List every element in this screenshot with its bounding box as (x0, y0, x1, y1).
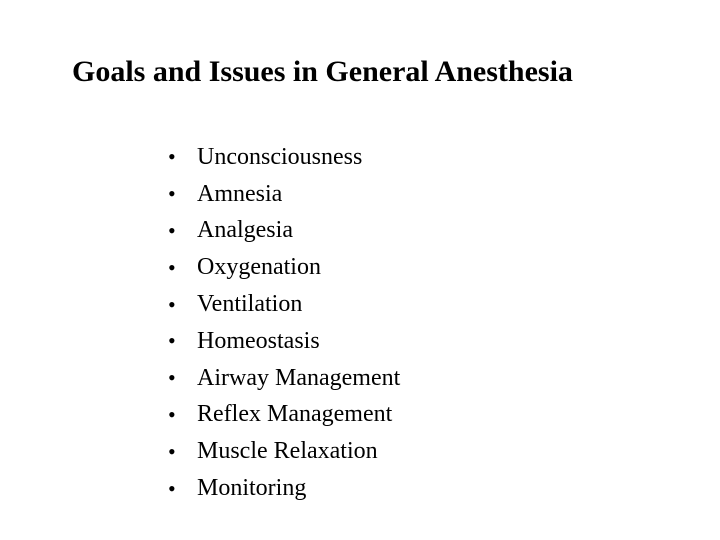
bullet-label: Amnesia (197, 180, 283, 207)
bullet-icon: • (168, 181, 176, 207)
bullet-item-unconsciousness (168, 139, 400, 176)
bullet-item-reflex-management (168, 397, 400, 434)
bullet-icon: • (168, 144, 176, 170)
bullet-label: Reflex Management (197, 401, 393, 428)
bullet-icon: • (168, 328, 176, 354)
bullet-item-amnesia (168, 176, 400, 213)
bullet-label: Analgesia (197, 217, 293, 244)
bullet-item-ventilation (168, 286, 400, 323)
bullet-item-oxygenation (168, 249, 400, 286)
bullet-list (168, 139, 400, 507)
bullet-item-airway-management (168, 360, 400, 397)
bullet-icon: • (168, 365, 176, 391)
bullet-label: Muscle Relaxation (197, 438, 378, 465)
bullet-label: Unconsciousness (197, 143, 363, 170)
bullet-icon: • (168, 438, 176, 464)
bullet-item-homeostasis (168, 323, 400, 360)
bullet-label: Monitoring (197, 475, 307, 502)
slide-title: Goals and Issues in General Anesthesia (72, 55, 573, 88)
bullet-item-analgesia (168, 213, 400, 250)
bullet-item-monitoring (168, 470, 400, 507)
bullet-label: Airway Management (197, 364, 401, 391)
bullet-label: Homeostasis (197, 327, 320, 354)
bullet-icon: • (168, 291, 176, 317)
bullet-label: Ventilation (197, 291, 303, 318)
bullet-label: Oxygenation (197, 254, 321, 281)
bullet-icon: • (168, 401, 176, 427)
bullet-icon: • (168, 475, 176, 501)
bullet-item-muscle-relaxation (168, 433, 400, 470)
bullet-icon: • (168, 254, 176, 280)
bullet-icon: • (168, 217, 176, 243)
